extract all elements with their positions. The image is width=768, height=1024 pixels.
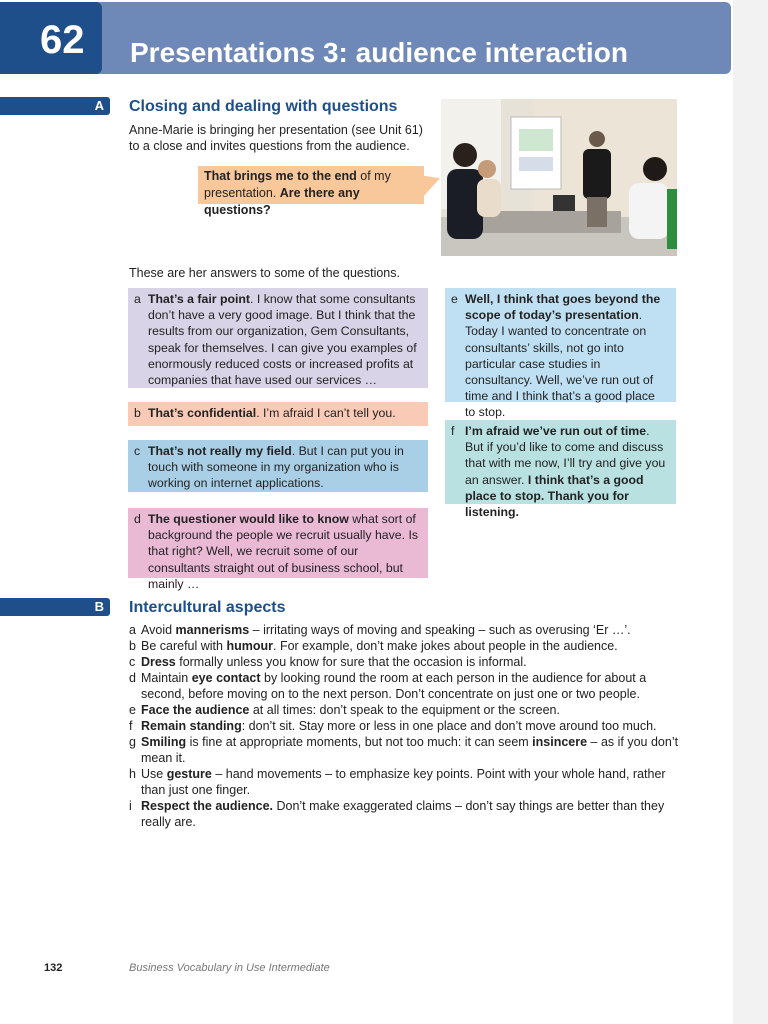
item-letter: f bbox=[129, 719, 133, 733]
answer-letter: e bbox=[451, 292, 458, 306]
section-b-marker bbox=[0, 598, 110, 616]
item-bold: humour bbox=[226, 639, 273, 653]
item-text-2: – as if you don’t mean it. bbox=[141, 735, 679, 765]
item-letter: c bbox=[129, 655, 136, 669]
page-edge bbox=[733, 0, 768, 1024]
item-text: Use bbox=[141, 767, 167, 781]
section-a-title: Closing and dealing with questions bbox=[129, 98, 398, 115]
answer-text: . Today I wanted to concentrate on consultants’ skills, not go into particular case studies in consultancy. Well, we’ve run out of time and I think that’s a good place to stop. bbox=[465, 308, 655, 420]
list-item bbox=[129, 638, 689, 654]
item-text: Don’t make exaggerated claims – don’t say things are better than they really are. bbox=[141, 799, 665, 829]
section-a-marker bbox=[0, 97, 110, 115]
item-text: at all times: don’t speak to the equipment or the screen. bbox=[249, 703, 560, 717]
section-a-letter: A bbox=[94, 98, 104, 113]
item-bold: Remain standing bbox=[141, 719, 242, 733]
list-item bbox=[129, 798, 689, 830]
speech-bold-2: Are there any questions? bbox=[204, 186, 360, 217]
unit-number: 62 bbox=[40, 18, 85, 62]
answer-box-d bbox=[128, 508, 428, 591]
list-item bbox=[129, 734, 689, 766]
item-letter: i bbox=[129, 799, 132, 813]
answer-bold: That’s a fair point bbox=[148, 292, 251, 306]
answer-box-c bbox=[128, 440, 428, 492]
list-item bbox=[129, 654, 689, 670]
answer-bold: I’m afraid we’ve run out of time bbox=[465, 424, 647, 438]
answer-text: . I’m afraid I can’t tell you. bbox=[256, 406, 396, 420]
answer-box-b bbox=[128, 402, 428, 426]
list-item bbox=[129, 622, 689, 638]
answer-bold: That’s confidential bbox=[148, 406, 257, 420]
item-letter: b bbox=[129, 639, 136, 653]
item-text: – irritating ways of moving and speaking – such as overusing ‘Er …’. bbox=[249, 623, 631, 637]
answer-bold: That’s not really my field bbox=[148, 444, 292, 458]
item-bold: Smiling bbox=[141, 735, 187, 749]
answer-text: what sort of background the people we recruit usually have. Is that right? Well, we recruit some of our consultants straight out of business school, but mainly … bbox=[148, 512, 419, 591]
item-text: formally unless you know for sure that the occasion is informal. bbox=[175, 655, 527, 669]
list-item bbox=[129, 670, 689, 702]
speech-mid: of my presentation. bbox=[204, 169, 391, 200]
list-item bbox=[129, 766, 689, 798]
answer-letter: f bbox=[451, 424, 455, 438]
item-text: Maintain bbox=[141, 671, 192, 685]
unit-number-box bbox=[0, 2, 102, 74]
item-bold: mannerisms bbox=[175, 623, 250, 637]
answer-bold: Well, I think that goes beyond the scope of today’s presentation bbox=[465, 292, 661, 323]
answer-letter: c bbox=[134, 444, 141, 458]
item-letter: g bbox=[129, 735, 136, 749]
answer-bold-2: I think that’s a good place to stop. Thank you for listening. bbox=[465, 472, 644, 520]
answer-text: . But I can put you in touch with someone in my organization who is working on internet applications. bbox=[148, 444, 404, 491]
answer-letter: a bbox=[134, 292, 141, 306]
answer-letter: d bbox=[134, 512, 141, 526]
item-text: by looking round the room at each person in the audience for about a second, before moving on to the next person. Don’t concentrate on just one or two people. bbox=[141, 671, 647, 701]
section-a-intro: Anne-Marie is bringing her presentation (see Unit 61) to a close and invites questions from the audience. bbox=[129, 123, 423, 153]
answer-text: . But if you’d like to come and discuss that with me now, I’ll try and give you an answer. bbox=[465, 424, 666, 487]
unit-title: Presentations 3: audience interaction bbox=[130, 37, 628, 68]
meeting-photo-illustration bbox=[441, 99, 677, 256]
item-bold-2: insincere bbox=[532, 735, 588, 749]
item-text: is fine at appropriate moments, but not too much: it can seem bbox=[186, 735, 533, 749]
book-title: Business Vocabulary in Use Intermediate bbox=[129, 962, 330, 974]
item-letter: d bbox=[129, 671, 136, 685]
item-text: Avoid bbox=[141, 623, 176, 637]
answer-box-e bbox=[445, 288, 676, 420]
page-number: 132 bbox=[44, 962, 63, 974]
answers-lead: These are her answers to some of the questions. bbox=[129, 266, 400, 280]
meeting-photo bbox=[441, 99, 677, 256]
item-bold: Respect the audience. bbox=[141, 799, 273, 813]
item-letter: e bbox=[129, 703, 136, 717]
speech-bubble bbox=[198, 166, 424, 217]
item-bold: gesture bbox=[166, 767, 212, 781]
item-letter: h bbox=[129, 767, 136, 781]
section-b-letter: B bbox=[94, 599, 104, 614]
item-bold: Face the audience bbox=[141, 703, 250, 717]
answer-text: . I know that some consultants don’t have a very good image. But I think that the results from our organization, Gem Consultants, speak for themselves. I can give you examples of enormously reduced costs or increased profits at companies that have used our services … bbox=[148, 292, 417, 388]
item-letter: a bbox=[129, 623, 136, 637]
answer-box-f bbox=[445, 420, 676, 520]
item-bold: eye contact bbox=[191, 671, 261, 685]
answer-box-a bbox=[128, 288, 428, 388]
list-item bbox=[129, 702, 689, 718]
item-text: – hand movements – to emphasize key points. Point with your whole hand, rather than just one finger. bbox=[141, 767, 666, 797]
answer-letter: b bbox=[134, 406, 141, 420]
item-text: : don’t sit. Stay more or less in one place and don’t move around too much. bbox=[241, 719, 657, 733]
item-text: . For example, don’t make jokes about people in the audience. bbox=[273, 639, 618, 653]
speech-bold-1: That brings me to the end bbox=[204, 169, 357, 183]
answer-bold: The questioner would like to know bbox=[148, 512, 349, 526]
list-item bbox=[129, 718, 689, 734]
item-bold: Dress bbox=[141, 655, 176, 669]
item-text: Be careful with bbox=[141, 639, 227, 653]
intercultural-list bbox=[129, 622, 689, 830]
section-b-title: Intercultural aspects bbox=[129, 599, 286, 616]
